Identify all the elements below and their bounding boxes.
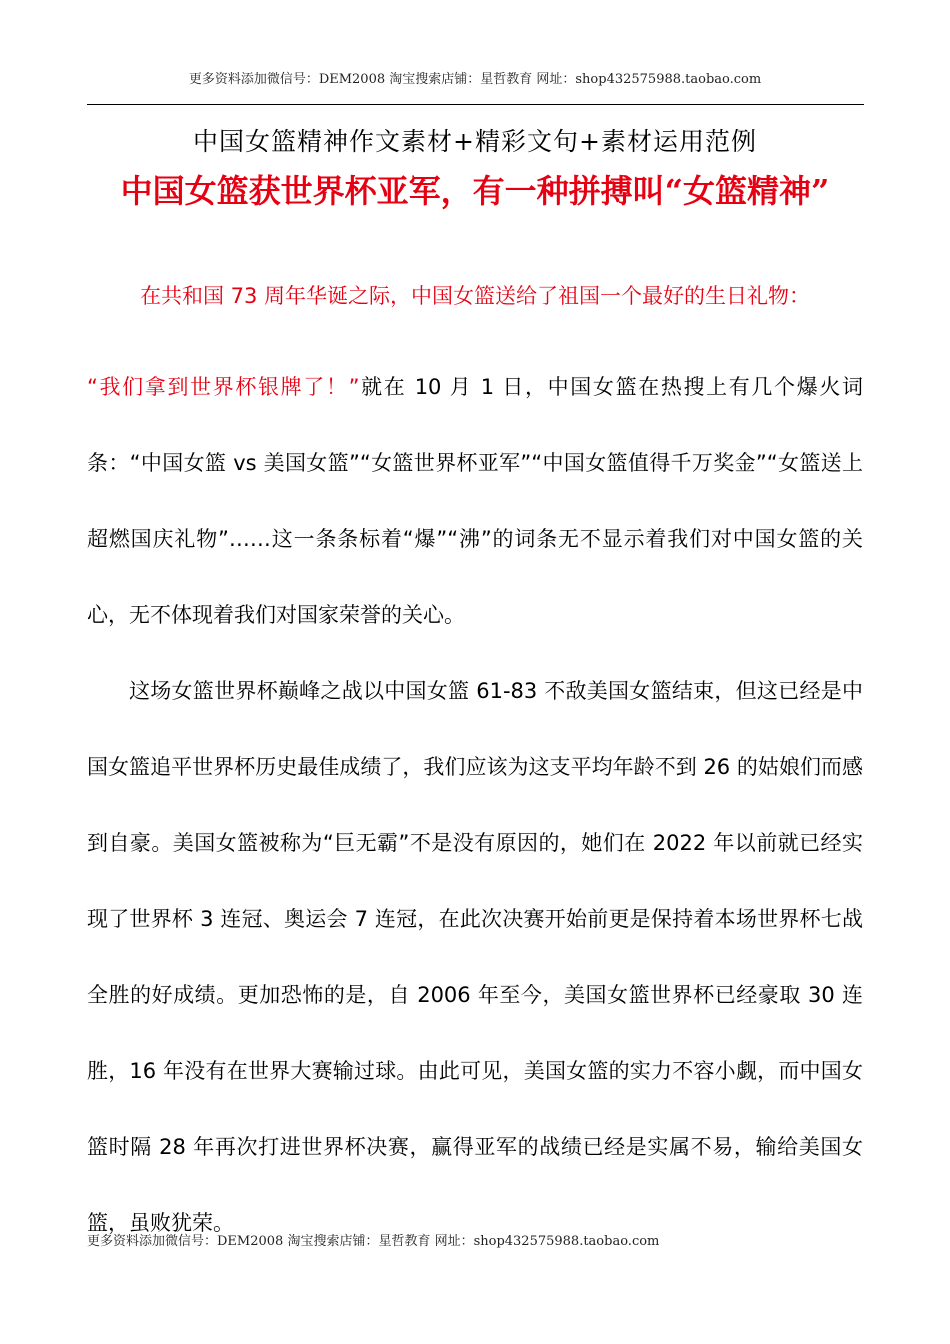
paragraph-1-text: 就在 10 月 1 日，中国女篮在热搜上有几个爆火词条：“中国女篮 vs 美国女篮”“女篮世界杯亚军”“中国女篮值得千万奖金”“女篮送上超燃国庆礼物”……这一条条标着“爆”“沸”的词条无不显示着我们对中国女篮的关心，无不体现着我们对国家荣誉的关心。	[87, 375, 863, 627]
headline: 中国女篮获世界杯亚军，有一种拼搏叫“女篮精神”	[120, 172, 830, 210]
subline: 在共和国 73 周年华诞之际，中国女篮送给了祖国一个最好的生日礼物：	[139, 284, 811, 308]
paragraph-2: 这场女篮世界杯巅峰之战以中国女篮 61-83 不敌美国女篮结束，但这已经是中国女篮追平世界杯历史最佳成绩了，我们应该为这支平均年龄不到 26 的姑娘们而感到自豪。美国女篮被称为“巨无霸”不是没有原因的，她们在 2022 年以前就已经实现了世界杯 3 连冠、奥运会 7 连冠，在此次决赛开始前更是保持着本场世界杯七战全胜的好成绩。更加恐怖的是，自 2006 年至今，美国女篮世界杯已经豪取 30 连胜，16 年没有在世界大赛输过球。由此可见，美国女篮的实力不容小觑，而中国女篮时隔 28 年再次打进世界杯决赛，赢得亚军的战绩已经是实属不易，输给美国女篮，虽败犹荣。	[87, 679, 863, 1235]
body-text	[87, 349, 863, 1261]
document-title: 中国女篮精神作文素材+精彩文句+素材运用范例	[193, 127, 757, 156]
paragraph-1-quote: “我们拿到世界杯银牌了！”	[87, 375, 360, 399]
paragraph-1	[87, 349, 863, 653]
footer-note: 更多资料添加微信号：DEM2008 淘宝搜索店铺：星哲教育 网址：shop432575988.taobao.com	[87, 1234, 660, 1249]
header-divider	[87, 104, 864, 105]
header-note: 更多资料添加微信号：DEM2008 淘宝搜索店铺：星哲教育 网址：shop432575988.taobao.com	[188, 72, 762, 87]
